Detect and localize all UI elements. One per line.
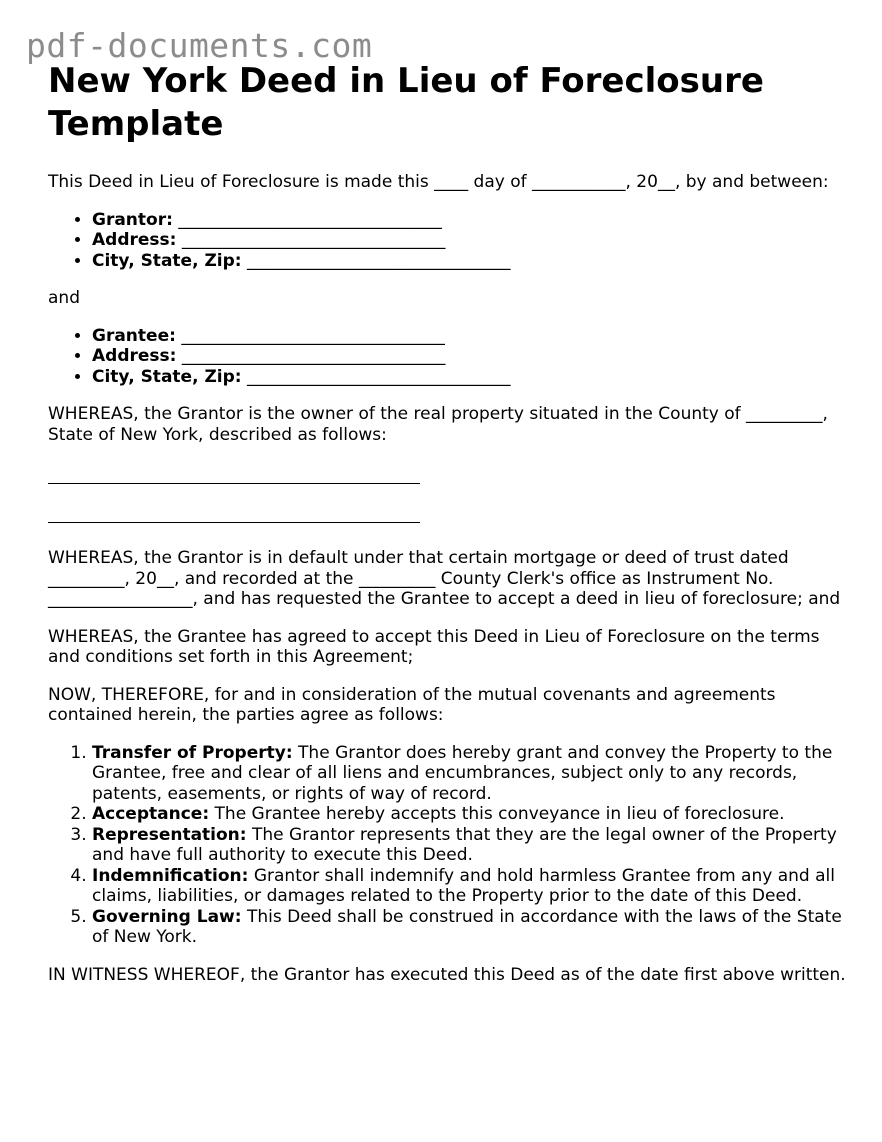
term-representation: 3. Representation: The Grantor represents that they are the legal owner of the Property and have full authority to execute this Deed. — [92, 825, 848, 866]
grantee-address-field: • Address: _______________________________ — [92, 346, 848, 367]
description-line-1 — [48, 483, 420, 484]
document-title: New York Deed in Lieu of Foreclosure Template — [48, 61, 764, 144]
intro-paragraph: This Deed in Lieu of Foreclosure is made this ____ day of ___________, 20__, by and between: — [48, 172, 829, 192]
term-acceptance: 2. Acceptance: The Grantee hereby accepts this conveyance in lieu of foreclosure. — [92, 804, 848, 825]
whereas-agreed-paragraph: WHEREAS, the Grantee has agreed to accept this Deed in Lieu of Foreclosure on the terms and conditions set forth in this Agreement; — [48, 626, 820, 667]
description-line-2 — [48, 522, 420, 523]
grantor-name-field: • Grantor: _______________________________ — [92, 210, 848, 231]
term-indemnification: 4. Indemnification: Grantor shall indemnify and hold harmless Grantee from any and all claims, liabilities, or damages related to the Property prior to the date of this Deed. — [92, 866, 848, 907]
whereas-default-paragraph: WHEREAS, the Grantor is in default under that certain mortgage or deed of trust dated _________, 20__, and recorded at the _________ County Clerk's office as Instrument No. _________________, and has requested the Grantee to accept a deed in lieu of foreclosure; and — [48, 548, 841, 609]
grantee-city-field: • City, State, Zip: _______________________________ — [92, 367, 848, 388]
terms-list — [48, 743, 848, 948]
grantor-address-field: • Address: _______________________________ — [92, 230, 848, 251]
and-text: and — [48, 288, 80, 308]
grantee-name-field: • Grantee: _______________________________ — [92, 326, 848, 347]
document-page — [48, 60, 848, 985]
now-therefore-paragraph: NOW, THEREFORE, for and in consideration of the mutual covenants and agreements contained herein, the parties agree as follows: — [48, 684, 776, 725]
grantee-list — [48, 326, 848, 388]
grantor-city-field: • City, State, Zip: _______________________________ — [92, 251, 848, 272]
witness-paragraph: IN WITNESS WHEREOF, the Grantor has executed this Deed as of the date first above written. — [48, 964, 846, 985]
watermark: pdf-documents.com — [26, 26, 373, 65]
whereas-owner-paragraph: WHEREAS, the Grantor is the owner of the real property situated in the County of _________, State of New York, described as follows: — [48, 404, 828, 445]
term-transfer: 1. Transfer of Property: The Grantor does hereby grant and convey the Property to the Grantee, free and clear of all liens and encumbrances, subject only to any records, patents, easements, or rights of way of record. — [92, 743, 848, 805]
grantor-list — [48, 210, 848, 272]
term-governing-law: 5. Governing Law: This Deed shall be construed in accordance with the laws of the State of New York. — [92, 907, 848, 948]
